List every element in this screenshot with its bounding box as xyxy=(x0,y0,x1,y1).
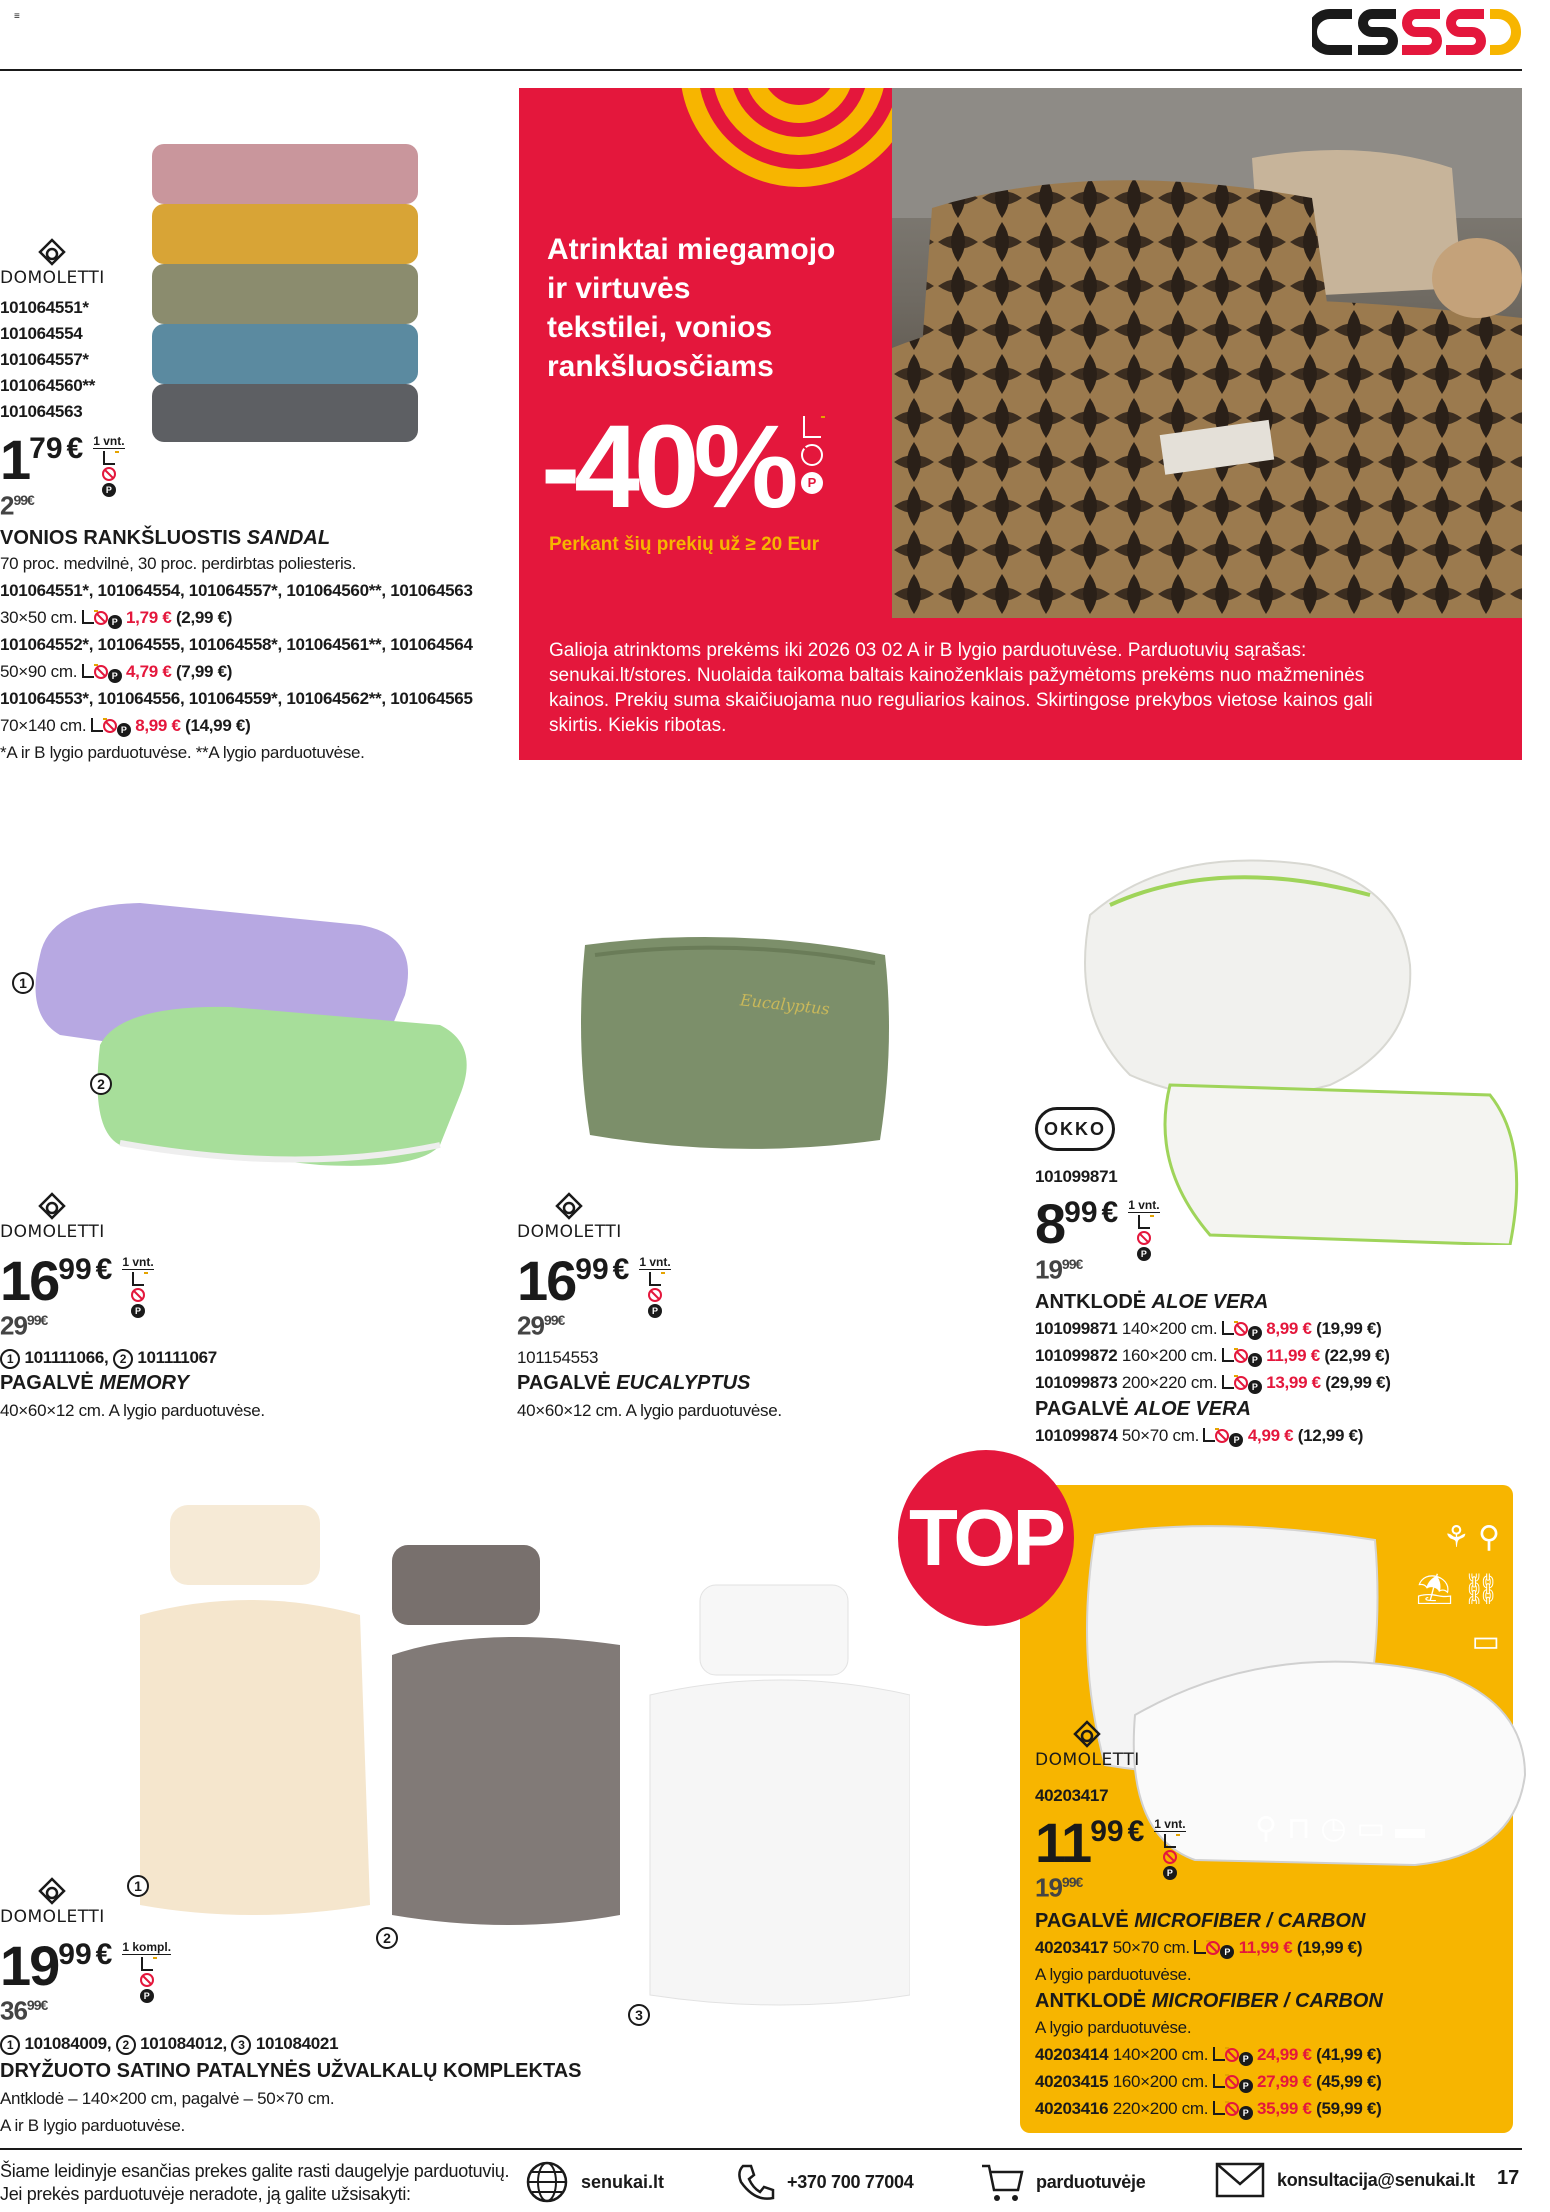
domoletti-logo-icon xyxy=(38,238,66,266)
p-badge-icon: P xyxy=(131,1304,145,1318)
lamp-icon: ⚲ xyxy=(1255,1812,1287,1845)
memory-desc: 40×60×12 cm. A lygio parduotuvėse. xyxy=(0,1401,265,1420)
bedding-desc-1: Antklodė – 140×200 cm, pagalvė – 50×70 cm. xyxy=(0,2089,335,2108)
domoletti-logo-icon xyxy=(555,1192,583,1220)
memory-marker-2: 2 xyxy=(90,1073,112,1095)
promo-banner[interactable] xyxy=(519,88,1522,760)
footer-store[interactable]: parduotuvėje xyxy=(980,2160,1145,2204)
microfiber-sku: 40203417 xyxy=(1035,1786,1109,1805)
phone-icon xyxy=(735,2160,775,2204)
memory-pillow-image xyxy=(20,895,480,1175)
eucalyptus-price: 16 99 € 1 vnt. P xyxy=(517,1249,671,1316)
eucalyptus-title: PAGALVĖ EUCALYPTUS xyxy=(517,1372,751,1394)
aloe-price: 8 99 € 1 vnt. P xyxy=(1035,1192,1160,1259)
p-badge-icon: P xyxy=(648,1304,662,1318)
no-discount-icon xyxy=(648,1288,662,1302)
no-discount-icon xyxy=(801,444,823,466)
no-discount-icon xyxy=(131,1288,145,1302)
p-badge-icon: P xyxy=(801,472,823,494)
white-tag-icon xyxy=(649,1272,661,1286)
microfiber-details: PAGALVĖ MICROFIBER / CARBON 40203417 50×70 cm. P 11,99 € (19,99 €) A lygio parduotuvėse. ANTKLODĖ MICROFIBER / CARBON A lygio parduotuvėse. 40203414 140×200 cm. P 24,99 € (41,99 €) 40203415 160×200 cm. P 27,99 € (45,99 €) 40203416 220×200 cm. P 35,99 € (59,99 €) xyxy=(1035,1910,1383,2118)
plant-lamp-icon: ⚘ ⚲ xyxy=(1442,1521,1500,1554)
memory-brand: DOMOLETTI xyxy=(0,1192,105,1242)
bedding-brand: DOMOLETTI xyxy=(0,1877,105,1927)
bedding-marker-1: 1 xyxy=(127,1875,149,1897)
p-badge-icon: P xyxy=(1137,1247,1151,1261)
promo-condition: Perkant šių prekių už ≥ 20 Eur xyxy=(549,534,820,555)
room-icons-top xyxy=(1400,1512,1500,1668)
footer-web[interactable]: senukai.lt xyxy=(525,2160,664,2204)
domoletti-logo-icon xyxy=(1073,1720,1101,1748)
bedding-image xyxy=(130,1495,910,2015)
memory-old-price: $29^{99€}$ xyxy=(0,1310,48,1341)
memory-skus: 1 101111066, 2 101111067 xyxy=(0,1344,217,1371)
footer-phone[interactable]: +370 700 77004 xyxy=(735,2160,913,2204)
okko-logo: OKKO xyxy=(1035,1107,1115,1151)
eucalyptus-pillow-label: Eucalyptus xyxy=(739,990,831,1019)
bedding-marker-2: 2 xyxy=(376,1927,398,1949)
p-badge-icon: P xyxy=(1163,1866,1177,1880)
promo-arcs-graphic xyxy=(669,88,929,228)
domoletti-logo-icon xyxy=(38,1877,66,1905)
towel-sku-list: 101064551* 101064554 101064557* 101064560** 101064563 xyxy=(0,298,96,421)
no-discount-icon xyxy=(102,467,116,481)
domoletti-logo-icon xyxy=(38,1192,66,1220)
bedroom-photo xyxy=(892,88,1522,618)
eucalyptus-desc: 40×60×12 cm. A lygio parduotuvėse. xyxy=(517,1401,782,1420)
top-badge: TOP xyxy=(898,1450,1074,1626)
towel-price: 1 79 € 1 vnt. P xyxy=(0,428,125,495)
eucalyptus-sku: 101154553 xyxy=(517,1348,599,1367)
towel-old-price: $2^{99€}$ xyxy=(0,490,34,521)
aloe-old-price: $19^{99€}$ xyxy=(1035,1254,1083,1285)
towel-title: VONIOS RANKŠLUOSTIS SANDAL xyxy=(0,527,331,549)
white-tag-icon xyxy=(132,1272,144,1286)
no-discount-icon xyxy=(1163,1850,1177,1864)
promo-icons xyxy=(801,416,823,494)
chair-icon: ⊓ xyxy=(1286,1812,1321,1845)
footer-divider xyxy=(0,2148,1522,2150)
bedding-skus: 1 101084009, 2 101084012, 3 101084021 xyxy=(0,2030,338,2057)
sofa-icon: ▭ xyxy=(1471,1625,1500,1658)
senukai-logo xyxy=(1312,4,1524,64)
white-tag-icon xyxy=(1164,1834,1176,1848)
footer-note: Šiame leidinyje esančias prekes galite rasti daugelyje parduotuvių. Jei prekės parduotuvėje neradote, ją galite užsisakyti: xyxy=(0,2161,510,2204)
towel-brand xyxy=(0,238,105,288)
globe-icon xyxy=(525,2160,569,2204)
mail-icon xyxy=(1215,2160,1265,2200)
bedding-old-price: $36^{99€}$ xyxy=(0,1995,48,2026)
no-discount-icon xyxy=(140,1973,154,1987)
aloe-duvet-image xyxy=(1070,845,1540,1245)
aloe-sku: 101099871 xyxy=(1035,1167,1118,1186)
bedding-marker-3: 3 xyxy=(628,2004,650,2026)
bedding-price: 19 99 € 1 kompl. P xyxy=(0,1934,172,2001)
towel-details: 70 proc. medvilnė, 30 proc. perdirbtas poliesteris. 101064551*, 101064554, 101064557*, 101064560**, 101064563 30×50 cm. P 1,79 € (2,99 €) 101064552*, 101064555, 101064558*, 101064561**, 101064564 50×90 cm. P 4,79 € (7,99 €) 101064553*, 101064556, 101064559*, 101064562**, 101064565 70×140 cm. P 8,99 € (14,99 €) *A ir B lygio parduotuvėse. **A lygio parduotuvėse. xyxy=(0,554,473,762)
memory-price: 16 99 € 1 vnt. P xyxy=(0,1249,154,1316)
no-discount-icon xyxy=(1137,1231,1151,1245)
white-tag-icon xyxy=(103,451,115,465)
clock-icon: ◷ xyxy=(1320,1812,1357,1845)
microfiber-brand: DOMOLETTI xyxy=(1035,1720,1140,1770)
brand-label: DOMOLETTI xyxy=(0,268,105,288)
promo-headline: Atrinktai miegamojo ir virtuvės tekstilei, vonios rankšluosčiams xyxy=(547,233,836,383)
p-badge-icon: P xyxy=(102,483,116,497)
memory-title: PAGALVĖ MEMORY xyxy=(0,1372,189,1394)
promo-discount: -40% xyxy=(541,401,793,533)
promo-footnote: Galioja atrinktoms prekėms iki 2026 03 02 A ir B lygio parduotuvėse. Parduotuvių sąrašas: senukai.lt/stores. Nuolaida taikoma baltais kainoženklais pažymėtoms prekėms nuo mažmeninės kainos. Prekių suma skaičiuojama nuo reguliarios kainos. Skirtingose prekybos vietose kainos gali skirtis. Kiekis ribotas. xyxy=(549,640,1373,736)
microfiber-old-price: $19^{99€}$ xyxy=(1035,1872,1083,1903)
eucalyptus-pillow-image xyxy=(575,925,895,1155)
white-tag-icon xyxy=(141,1957,153,1971)
lamp-ladder-icon: ⛱ ⛓ xyxy=(1415,1573,1500,1606)
p-badge-icon: P xyxy=(140,1989,154,2003)
sofa-icon: ▬ xyxy=(1394,1812,1435,1845)
eucalyptus-old-price: $29^{99€}$ xyxy=(517,1310,565,1341)
eucalyptus-brand: DOMOLETTI xyxy=(517,1192,622,1242)
bed-icon: ▭ xyxy=(1356,1812,1395,1845)
memory-marker-1: 1 xyxy=(12,972,34,994)
bedding-title: DRYŽUOTO SATINO PATALYNĖS UŽVALKALŲ KOMPLEKTAS xyxy=(0,2060,582,2082)
white-tag-icon xyxy=(803,416,821,438)
menu-icon[interactable]: ≡ xyxy=(14,11,20,22)
white-tag-icon xyxy=(1138,1215,1150,1229)
aloe-details: ANTKLODĖ ALOE VERA 101099871 140×200 cm. P 8,99 € (19,99 €) 101099872 160×200 cm. P 11,99 € (22,99 €) 101099873 200×220 cm. P 13,99 € (29,99 €) PAGALVĖ ALOE VERA 101099874 50×70 cm. P 4,99 € (12,99 €) xyxy=(1035,1291,1391,1445)
bedding-desc-2: A ir B lygio parduotuvėse. xyxy=(0,2116,185,2135)
towel-image xyxy=(148,140,423,445)
microfiber-price: 11 99 € 1 vnt. P xyxy=(1035,1811,1186,1878)
cart-icon xyxy=(980,2160,1024,2204)
header-divider xyxy=(0,69,1522,71)
page-number: 17 xyxy=(1497,2167,1520,2189)
room-icons-bottom xyxy=(1255,1811,1435,1846)
footer-email[interactable]: konsultacija@senukai.lt xyxy=(1215,2160,1475,2200)
